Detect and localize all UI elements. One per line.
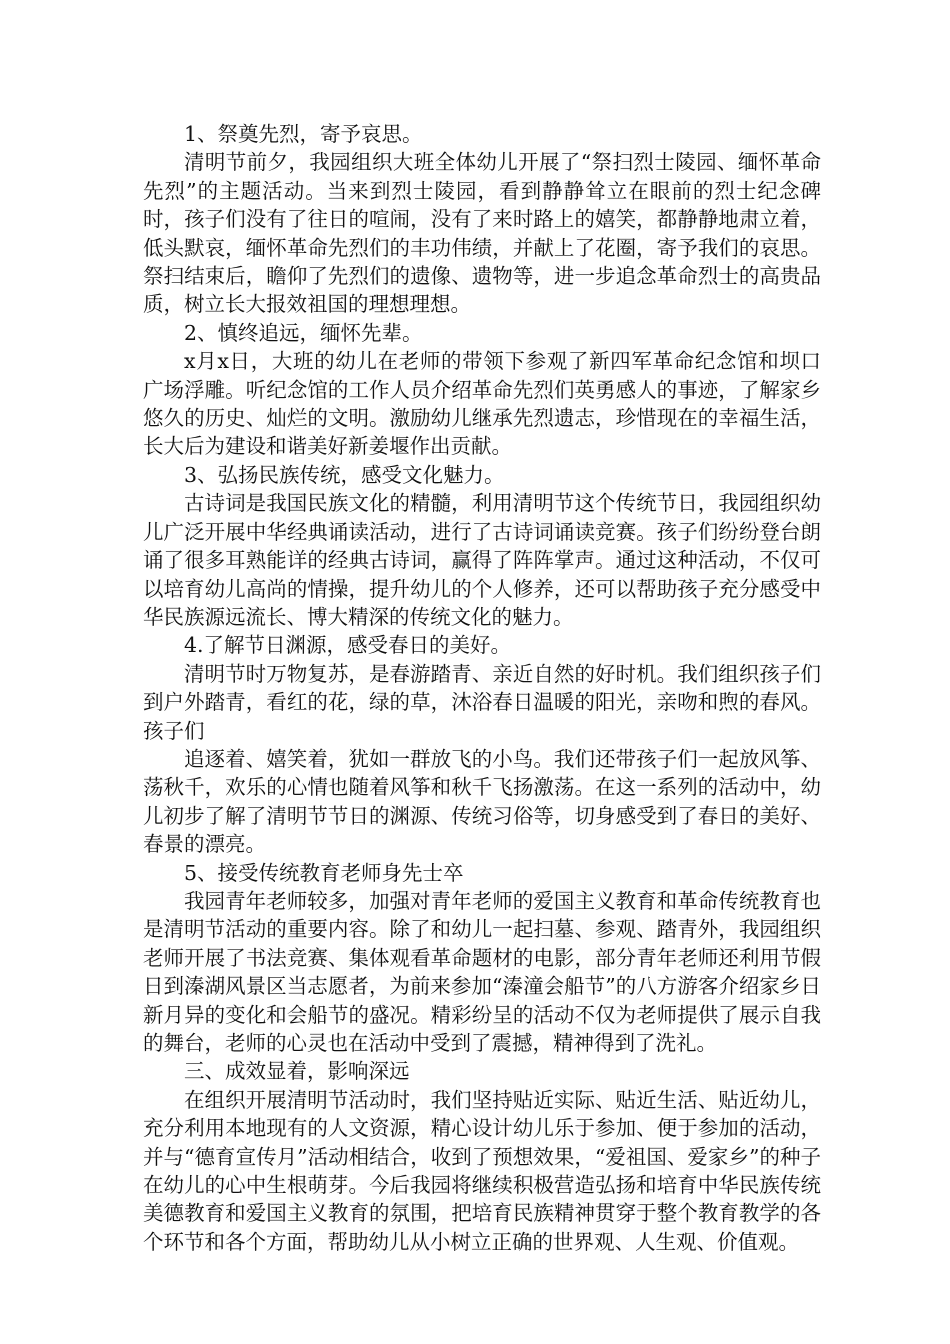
paragraph-spring-outing: 清明节时万物复苏，是春游踏青、亲近自然的好时机。我们组织孩子们到户外踏青，看红的花，绿的草，沐浴春日温暖的阳光，亲吻和煦的春风。孩子们 <box>143 661 821 743</box>
section-heading-2: 2、慎终追远，缅怀先辈。 <box>184 320 423 345</box>
paragraph-teacher-education: 我园青年老师较多，加强对青年老师的爱国主义教育和革命传统教育也是清明节活动的重要内容。除了和幼儿一起扫墓、参观、踏青外，我园组织老师开展了书法竞赛、集体观看革命题材的电影，部分青年老师还利用节假日到溱湖风景区当志愿者，为前来参加“溱潼会船节”的八方游客介绍家乡日新月异的变化和会船节的盛况。精彩纷呈的活动不仅为老师提供了展示自我的舞台，老师的心灵也在活动中受到了震撼，精神得到了洗礼。 <box>143 888 821 1055</box>
document-body <box>143 120 821 1256</box>
paragraph-museum-visit: x月x日，大班的幼儿在老师的带领下参观了新四军革命纪念馆和坝口广场浮雕。听纪念馆的工作人员介绍革命先烈们英勇感人的事迹，了解家乡悠久的历史、灿烂的文明。激励幼儿继承先烈遗志，珍惜现在的幸福生活，长大后为建设和谐美好新姜堰作出贡献。 <box>143 349 821 459</box>
section-heading-4: 4.了解节日渊源，感受春日的美好。 <box>184 633 512 658</box>
section-heading-5: 5、接受传统教育老师身先士卒 <box>184 860 464 885</box>
section-heading-1: 1、祭奠先烈，寄予哀思。 <box>184 122 423 146</box>
paragraph-memorial: 清明节前夕，我园组织大班全体幼儿开展了“祭扫烈士陵园、缅怀革命先烈”的主题活动。当来到烈士陵园，看到静静耸立在眼前的烈士纪念碑时，孩子们没有了往日的喧闹，没有了来时路上的嬉笑，都静静地肃立着，低头默哀，缅怀革命先烈们的丰功伟绩，并献上了花圈，寄予我们的哀思。祭扫结束后，瞻仰了先烈们的遗像、遗物等，进一步追念革命烈士的高贵品质，树立长大报效祖国的理想理想。 <box>143 150 821 317</box>
paragraph-poetry: 古诗词是我国民族文化的精髓，利用清明节这个传统节日，我园组织幼儿广泛开展中华经典诵读活动，进行了古诗词诵读竞赛。孩子们纷纷登台朗诵了很多耳熟能详的经典古诗词，赢得了阵阵掌声。通过这种活动，不仅可以培育幼儿高尚的情操，提升幼儿的个人修养，还可以帮助孩子充分感受中华民族源远流长、博大精深的传统文化的魅力。 <box>143 491 821 629</box>
section-heading-results: 三、成效显着，影响深远 <box>184 1059 410 1084</box>
paragraph-kite-flying: 追逐着、嬉笑着，犹如一群放飞的小鸟。我们还带孩子们一起放风筝、荡秋千，欢乐的心情也随着风筝和秋千飞扬激荡。在这一系列的活动中，幼儿初步了解了清明节节日的渊源、传统习俗等，切身感受到了春日的美好、春景的漂亮。 <box>143 746 821 857</box>
section-heading-3: 3、弘扬民族传统，感受文化魅力。 <box>184 462 505 487</box>
paragraph-results: 在组织开展清明节活动时，我们坚持贴近实际、贴近生活、贴近幼儿，充分利用本地现有的人文资源，精心设计幼儿乐于参加、便于参加的活动，并与“德育宣传月”活动相结合，收到了预想效果，“爱祖国、爱家乡”的种子在幼儿的心中生根萌芽。今后我园将继续积极营造弘扬和培育中华民族传统美德教育和爱国主义教育的氛围，把培育民族精神贯穿于整个教育教学的各个环节和各个方面，帮助幼儿从小树立正确的世界观、人生观、价值观。 <box>143 1087 821 1254</box>
